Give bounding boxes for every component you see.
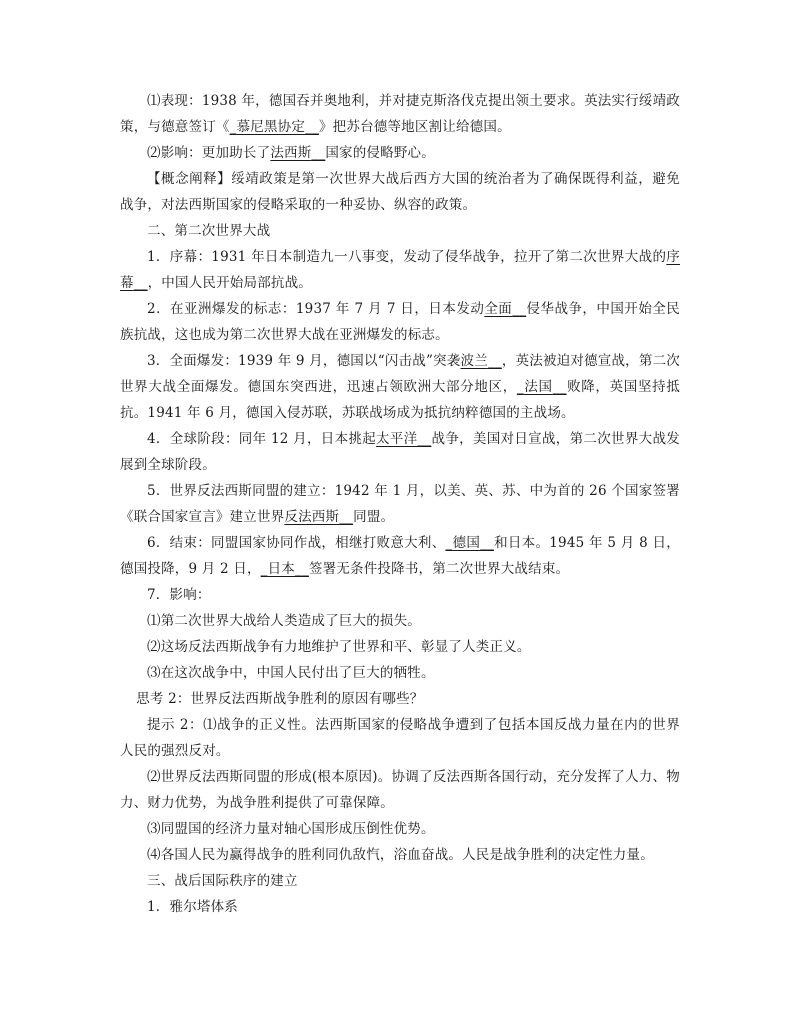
answer-germany: _德国__	[445, 535, 495, 551]
paragraph-appeasement-impact: ⑵影响：更加助长了法西斯__国家的侵略野心。	[147, 145, 435, 161]
answer-pacific: 太平洋__	[376, 431, 432, 447]
concept-tag: 【概念阐释】	[147, 171, 232, 187]
document-page	[120, 88, 680, 920]
answer-japan: _日本__	[260, 561, 309, 577]
impact-2: ⑵这场反法西斯战争有力地维护了世界和平、彰显了人类正义。	[147, 639, 531, 655]
item-full-outbreak: 3．全面爆发：1939 年 9 月，德国以“闪击战”突袭波兰__，英法被迫对德宣战，第二次世界大战全面爆发。德国东突西进，迅速占领欧洲大部分地区，_法国__败降，英国坚持抵抗。1941 年 6 月，德国入侵苏联，苏联战场成为抵抗纳粹德国的主战场。	[120, 353, 681, 421]
section-heading-postwar: 三、战后国际秩序的建立	[147, 873, 298, 889]
question-2: 思考 2：世界反法西斯战争胜利的原因有哪些？	[136, 691, 424, 707]
item-asia-outbreak: 2．在亚洲爆发的标志：1937 年 7 月 7 日，日本发动全面__侵华战争，中国开始全民族抗战，这也成为第二次世界大战在亚洲爆发的标志。	[120, 301, 680, 343]
item-global-stage: 4．全球阶段：同年 12 月，日本挑起太平洋__战争，美国对日宣战，第二次世界大战发展到全球阶段。	[120, 431, 680, 473]
section-heading-ww2: 二、第二次世界大战	[147, 223, 271, 239]
paragraph-concept-explanation: 【概念阐释】绥靖政策是第一次世界大战后西方大国的统治者为了确保既得利益，避免战争，对法西斯国家的侵略采取的一种妥协、纵容的政策。	[120, 171, 680, 213]
impact-3: ⑶在这次战争中，中国人民付出了巨大的牺牲。	[147, 665, 435, 681]
hint-2-item-2: ⑵世界反法西斯同盟的形成(根本原因)。协调了反法西斯各国行动，充分发挥了人力、物力、财力优势，为战争胜利提供了可靠保障。	[120, 769, 680, 811]
answer-poland: 波兰__	[460, 353, 502, 369]
item-alliance: 5．世界反法西斯同盟的建立：1942 年 1 月，以美、英、苏、中为首的 26 个国家签署《联合国家宣言》建立世界反法西斯__同盟。	[120, 483, 680, 525]
answer-fascist: 法西斯__	[270, 145, 326, 161]
impact-1: ⑴第二次世界大战给人类造成了巨大的损失。	[147, 613, 421, 629]
hint-2-item-3: ⑶同盟国的经济力量对轴心国形成压倒性优势。	[147, 821, 435, 837]
answer-anti-fascist: 反法西斯__	[284, 509, 354, 525]
hint-2-item-4: ⑷各国人民为赢得战争的胜利同仇敌忾，浴血奋战。人民是战争胜利的决定性力量。	[147, 847, 654, 863]
answer-full-scale: 全面__	[484, 301, 527, 317]
item-end: 6．结束：同盟国家协同作战，相继打败意大利、_德国__和日本。1945 年 5 月 8 日，德国投降，9 月 2 日，_日本__签署无条件投降书，第二次世界大战结束。	[120, 535, 680, 577]
item-prelude: 1．序幕：1931 年日本制造九一八事变，发动了侵华战争，拉开了第二次世界大战的序幕__，中国人民开始局部抗战。	[120, 249, 680, 291]
answer-france: _法国__	[516, 379, 567, 395]
item-impact: 7．影响：	[147, 587, 211, 603]
hint-2-item-1: 提示 2：⑴战争的正义性。法西斯国家的侵略战争遭到了包括本国反战力量在内的世界人民的强烈反对。	[120, 717, 680, 759]
subheading-yalta: 1．雅尔塔体系	[147, 899, 238, 915]
answer-munich-agreement: _慕尼黑协定__	[229, 119, 319, 135]
answer-prelude: 序幕__	[120, 249, 680, 291]
paragraph-appeasement-manifestation: ⑴表现：1938 年，德国吞并奥地利，并对捷克斯洛伐克提出领土要求。英法实行绥靖政策，与德意签订《_慕尼黑协定__》把苏台德等地区割让给德国。	[120, 93, 680, 135]
